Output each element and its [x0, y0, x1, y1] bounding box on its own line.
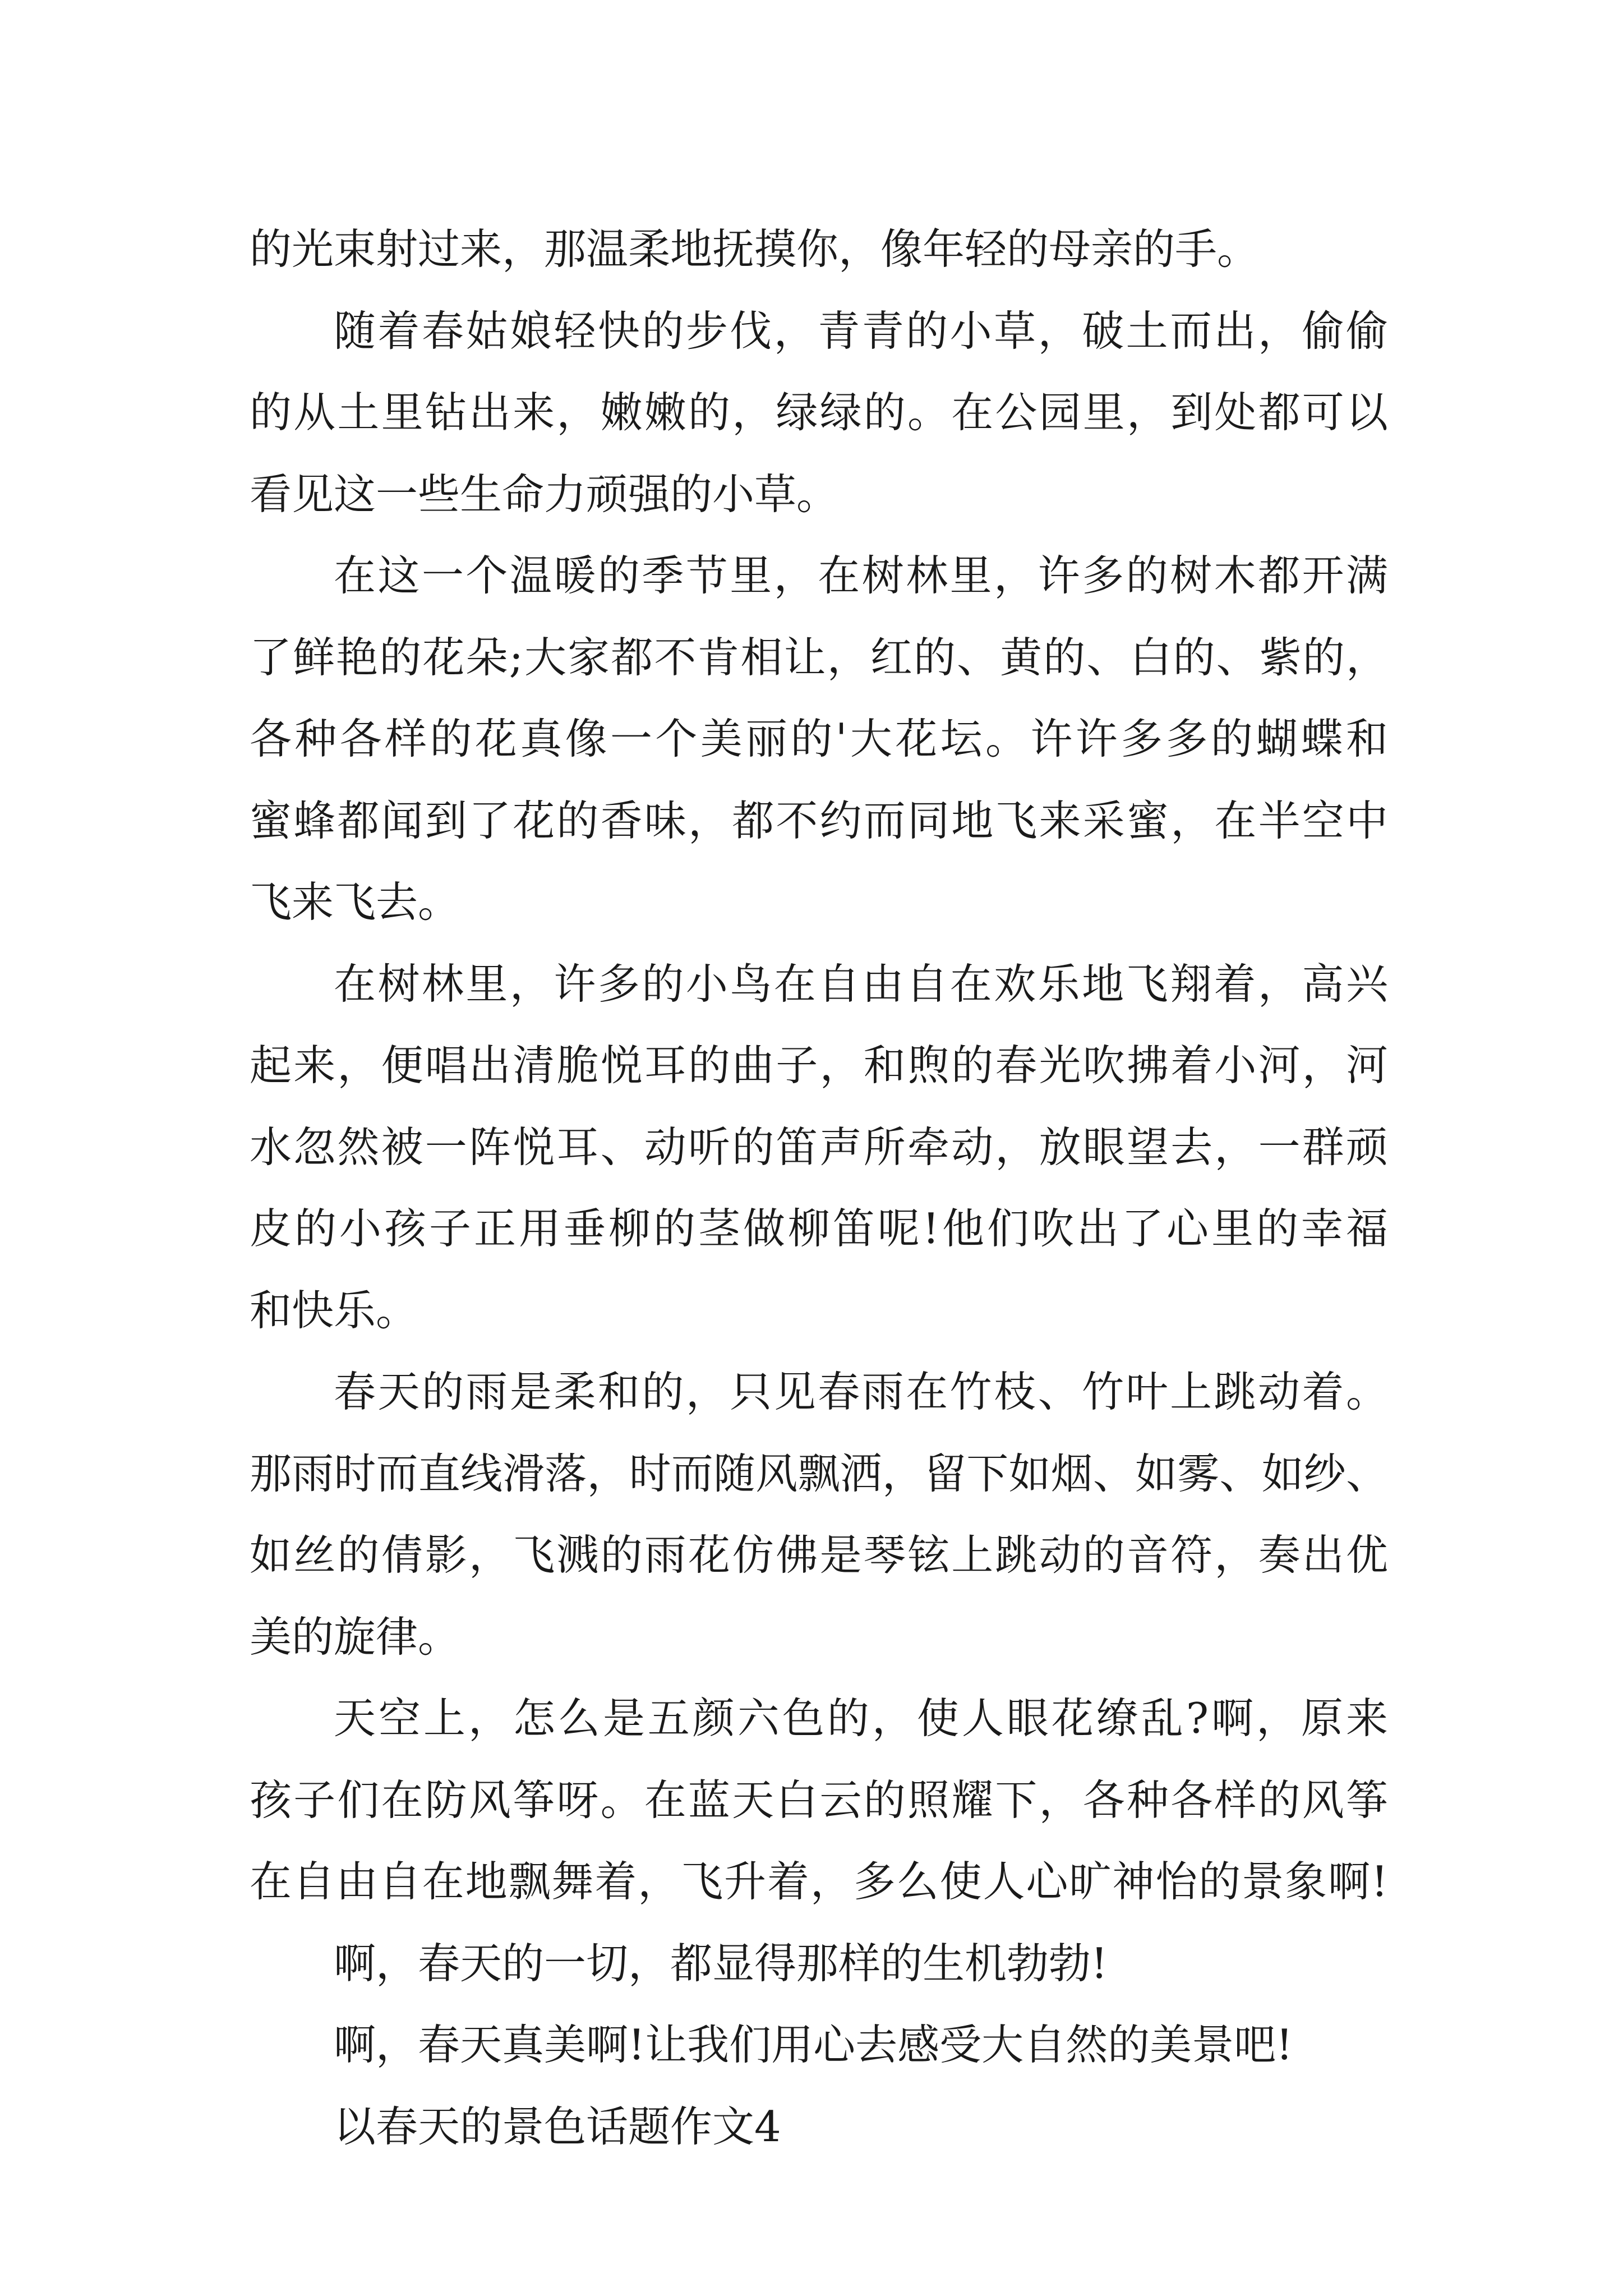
text-line: 飞来飞去。: [250, 877, 460, 927]
text-line: 和快乐。: [250, 1285, 418, 1335]
text-line: 皮的小孩子正用垂柳的茎做柳笛呢!他们吹出了心里的幸福: [250, 1204, 1388, 1253]
section-heading: 以春天的景色话题作文4: [334, 2101, 781, 2151]
paragraph-first-line: 啊，春天真美啊!让我们用心去感受大自然的美景吧!: [334, 2020, 1293, 2069]
text-line: 在自由自在地飘舞着，飞升着，多么使人心旷神怡的景象啊!: [250, 1857, 1388, 1906]
text-line: 起来，便唱出清脆悦耳的曲子，和煦的春光吹拂着小河，河: [250, 1041, 1388, 1090]
text-line: 蜜蜂都闻到了花的香味，都不约而同地飞来采蜜，在半空中: [250, 795, 1388, 845]
text-line: 孩子们在防风筝呀。在蓝天白云的照耀下，各种各样的风筝: [250, 1775, 1388, 1825]
paragraph-first-line: 随着春姑娘轻快的步伐，青青的小草，破土而出，偷偷: [334, 306, 1388, 356]
text-line: 如丝的倩影，飞溅的雨花仿佛是琴铉上跳动的音符，奏出优: [250, 1530, 1388, 1580]
paragraph-first-line: 春天的雨是柔和的，只见春雨在竹枝、竹叶上跳动着。: [334, 1367, 1388, 1416]
text-line: 看见这一些生命力顽强的小草。: [250, 469, 839, 519]
text-line: 美的旋律。: [250, 1612, 460, 1662]
paragraph-first-line: 在这一个温暖的季节里，在树林里，许多的树木都开满: [334, 551, 1388, 600]
essay-text: [250, 209, 1388, 2168]
text-line: 的光束射过来，那温柔地抚摸你，像年轻的母亲的手。: [250, 224, 1260, 274]
text-line: 那雨时而直线滑落，时而随风飘洒，留下如烟、如雾、如纱、: [250, 1448, 1388, 1498]
text-line: 了鲜艳的花朵;大家都不肯相让，红的、黄的、白的、紫的，: [250, 632, 1388, 682]
paragraph-first-line: 在树林里，许多的小鸟在自由自在欢乐地飞翔着，高兴: [334, 959, 1388, 1009]
paragraph-first-line: 天空上，怎么是五颜六色的，使人眼花缭乱?啊，原来: [334, 1694, 1388, 1743]
text-line: 的从土里钻出来，嫩嫩的，绿绿的。在公园里，到处都可以: [250, 388, 1388, 437]
text-line: 水忽然被一阵悦耳、动听的笛声所牵动，放眼望去，一群顽: [250, 1122, 1388, 1172]
paragraph-first-line: 啊，春天的一切，都显得那样的生机勃勃!: [334, 1938, 1108, 1988]
text-line: 各种各样的花真像一个美丽的'大花坛。许许多多的蝴蝶和: [250, 714, 1388, 763]
